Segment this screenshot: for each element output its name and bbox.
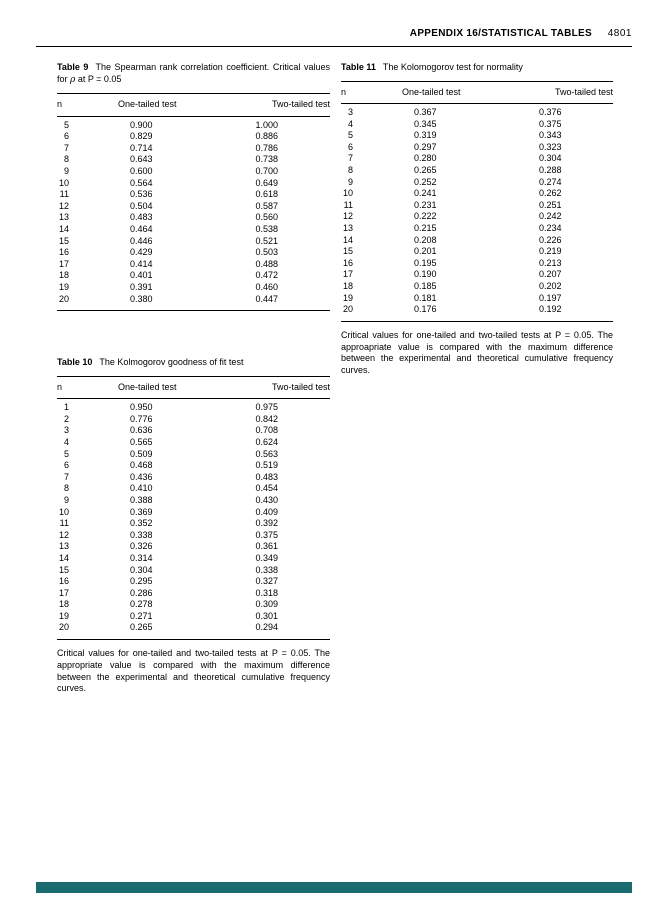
table-cell: 15 [58, 564, 69, 575]
table-cell: 12 [58, 529, 69, 540]
table-cell: 0.176 [414, 304, 437, 315]
table-row [57, 553, 330, 565]
table-cell: 0.318 [255, 587, 279, 598]
table-row [57, 143, 330, 155]
table-row [57, 599, 330, 611]
table-cell: 0.503 [255, 247, 279, 258]
table-row [57, 518, 330, 530]
table-row [341, 188, 613, 200]
column-header-two-tailed: Two-tailed test [271, 381, 330, 392]
table-9 [57, 93, 330, 311]
table-row [57, 472, 330, 484]
table-cell: 0.391 [130, 281, 153, 292]
table-cell: 0.251 [539, 199, 562, 210]
table-cell: 0.388 [130, 494, 153, 505]
table-cell: 0.274 [539, 176, 562, 187]
table-cell: 0.375 [539, 118, 562, 129]
table-cell: 0.563 [255, 448, 279, 459]
table-cell: 16 [58, 576, 69, 587]
table-row [341, 200, 613, 212]
table-cell: 13 [58, 212, 69, 223]
table-cell: 0.410 [130, 483, 153, 494]
table-row [57, 120, 330, 132]
table-9-body [57, 117, 330, 312]
table-row [57, 483, 330, 495]
table-cell: 0.280 [414, 153, 437, 164]
table-row [57, 282, 330, 294]
table-cell: 0.208 [414, 234, 437, 245]
table-cell: 0.376 [539, 107, 562, 118]
table-cell: 0.219 [539, 246, 562, 257]
table-10-body [57, 399, 330, 640]
table-cell: 5 [347, 130, 353, 141]
table-cell: 0.886 [255, 131, 279, 142]
table-cell: 0.352 [130, 518, 153, 529]
table-cell: 20 [342, 304, 353, 315]
caption-text: The Kolmogorov goodness of fit test [99, 357, 244, 368]
column-header-one-tailed: One-tailed test [402, 86, 461, 97]
table-cell: 0.304 [130, 564, 153, 575]
table-cell: 0.201 [414, 246, 437, 257]
table-cell: 15 [58, 235, 69, 246]
table-cell: 0.950 [130, 402, 153, 413]
table-10-caption [57, 357, 330, 369]
table-cell: 10 [58, 506, 69, 517]
table-row [341, 211, 613, 223]
table-cell: 0.286 [130, 587, 153, 598]
table-row [57, 189, 330, 201]
table-row [57, 131, 330, 143]
table-cell: 1 [63, 402, 69, 413]
table-cell: 0.185 [414, 281, 437, 291]
table-cell: 0.472 [255, 270, 279, 281]
table-10-header [57, 376, 330, 400]
table-11-block [341, 62, 613, 377]
table-cell: 2 [63, 413, 69, 424]
caption-text: The Kolomogorov test for normality [382, 62, 523, 72]
table-cell: 17 [58, 587, 69, 598]
table-row [57, 449, 330, 461]
table-cell: 6 [63, 131, 69, 142]
table-11 [341, 81, 613, 322]
table-cell: 18 [58, 270, 69, 281]
table-cell: 5 [63, 119, 69, 130]
table-row [57, 611, 330, 623]
left-column [57, 62, 330, 704]
table-cell: 0.213 [539, 257, 562, 268]
table-label: Table 9 [57, 62, 89, 72]
table-cell: 8 [63, 483, 69, 494]
caption-text-tail: at P = 0.05 [75, 73, 122, 84]
table-cell: 0.429 [130, 247, 153, 258]
table-cell: 0.409 [255, 506, 279, 517]
table-cell: 0.786 [255, 142, 279, 153]
table-cell: 0.624 [255, 436, 279, 447]
table-cell: 0.414 [130, 258, 153, 269]
table-11-header [341, 81, 613, 105]
table-cell: 0.314 [130, 552, 153, 563]
table-row [341, 177, 613, 189]
column-header-n: n [57, 381, 63, 392]
table-cell: 14 [342, 234, 353, 245]
header-rule [36, 46, 632, 47]
table-row [57, 270, 330, 282]
table-cell: 0.447 [255, 293, 279, 304]
table-label: Table 10 [57, 357, 93, 368]
table-row [341, 107, 613, 119]
table-row [57, 414, 330, 426]
column-header-two-tailed: Two-tailed test [271, 99, 330, 109]
table-cell: 0.265 [130, 622, 153, 633]
table-cell: 0.392 [255, 518, 279, 529]
table-cell: 0.262 [539, 188, 562, 199]
table-cell: 11 [343, 199, 353, 210]
table-cell: 0.343 [539, 130, 562, 141]
table-cell: 0.636 [130, 425, 153, 436]
table-cell: 0.454 [255, 483, 279, 494]
table-cell: 0.538 [255, 223, 279, 234]
table-cell: 16 [342, 257, 353, 268]
table-cell: 0.301 [255, 610, 279, 621]
table-cell: 0.361 [255, 541, 279, 552]
table-cell: 4 [63, 436, 69, 447]
table-cell: 0.234 [539, 223, 562, 234]
table-cell: 9 [63, 494, 69, 505]
rho-symbol: ρ [70, 74, 76, 85]
column-header-one-tailed: One-tailed test [118, 99, 177, 109]
table-row [57, 541, 330, 553]
table-cell: 0.519 [255, 460, 279, 471]
table-cell: 18 [342, 281, 353, 291]
table-cell: 8 [63, 154, 69, 165]
table-cell: 10 [58, 177, 69, 188]
table-cell: 7 [347, 153, 353, 164]
table-cell: 0.345 [414, 118, 437, 129]
table-cell: 0.195 [414, 257, 437, 268]
table-cell: 12 [342, 211, 353, 222]
table-row [57, 495, 330, 507]
table-10-footnote: Critical values for one-tailed and two-tailed tests at P = 0.05. The appropriate value is compared with the maximum difference between the experimental and theoretical cumulative frequency curves. [57, 648, 330, 694]
table-9-header [57, 93, 330, 117]
table-cell: 0.700 [255, 165, 279, 176]
table-cell: 0.338 [130, 529, 153, 540]
table-cell: 20 [58, 293, 69, 304]
caption-text: The Spearman rank correlation coefficient. Critical values for [57, 62, 330, 84]
page-footer-bar [36, 882, 632, 893]
table-cell: 0.338 [255, 564, 279, 575]
table-cell: 0.375 [255, 529, 279, 540]
table-cell: 13 [58, 541, 69, 552]
table-cell: 0.323 [539, 141, 562, 152]
table-cell: 16 [58, 247, 69, 258]
table-cell: 19 [342, 292, 353, 303]
table-cell: 0.222 [414, 211, 437, 222]
table-cell: 3 [347, 107, 353, 118]
header-row [341, 87, 613, 99]
table-label: Table 11 [341, 62, 376, 72]
table-cell: 0.842 [255, 413, 279, 424]
table-cell: 0.483 [255, 471, 279, 482]
header-row [57, 382, 330, 394]
table-cell: 0.304 [539, 153, 562, 164]
table-row [341, 165, 613, 177]
table-cell: 12 [58, 200, 69, 211]
table-row [57, 178, 330, 190]
table-cell: 0.231 [414, 199, 437, 210]
two-column-layout [57, 62, 613, 704]
table-row [57, 224, 330, 236]
table-cell: 0.295 [130, 576, 153, 587]
table-cell: 0.504 [130, 200, 153, 211]
table-row [341, 223, 613, 235]
table-row [57, 460, 330, 472]
table-cell: 6 [347, 141, 353, 152]
column-header-n: n [57, 99, 63, 109]
table-row [341, 281, 613, 293]
table-cell: 0.215 [414, 223, 437, 234]
table-row [341, 142, 613, 154]
table-cell: 0.278 [130, 599, 153, 610]
table-cell: 9 [347, 176, 353, 187]
table-11-caption [341, 62, 613, 74]
table-row [341, 153, 613, 165]
table-10-block [57, 357, 330, 695]
table-cell: 19 [58, 281, 69, 292]
column-header-one-tailed: One-tailed test [118, 381, 177, 392]
table-row [57, 166, 330, 178]
table-cell: 0.464 [130, 223, 153, 234]
table-cell: 15 [342, 246, 353, 257]
table-cell: 0.327 [255, 576, 279, 587]
table-cell: 0.271 [130, 610, 153, 621]
table-row [57, 622, 330, 634]
table-cell: 0.649 [255, 177, 279, 188]
table-cell: 0.900 [130, 119, 153, 130]
table-cell: 3 [63, 425, 69, 436]
table-row [341, 304, 613, 316]
table-cell: 0.319 [414, 130, 437, 141]
table-cell: 0.241 [414, 188, 437, 199]
table-row [341, 269, 613, 281]
table-cell: 0.181 [414, 292, 437, 303]
table-cell: 0.483 [130, 212, 153, 223]
table-cell: 0.369 [130, 506, 153, 517]
table-cell: 0.207 [539, 269, 562, 280]
table-cell: 0.242 [539, 211, 562, 222]
table-cell: 20 [58, 622, 69, 633]
table-cell: 7 [63, 142, 69, 153]
table-row [57, 425, 330, 437]
running-head: APPENDIX 16/STATISTICAL TABLES [409, 28, 592, 39]
table-cell: 0.565 [130, 436, 153, 447]
table-cell: 0.380 [130, 293, 153, 304]
table-cell: 14 [58, 223, 69, 234]
table-cell: 0.430 [255, 494, 279, 505]
table-cell: 0.509 [130, 448, 153, 459]
table-row [341, 130, 613, 142]
header-row [57, 99, 330, 111]
table-cell: 6 [63, 460, 69, 471]
table-cell: 0.714 [130, 142, 153, 153]
table-cell: 0.708 [255, 425, 279, 436]
table-cell: 1.000 [255, 119, 279, 130]
table-cell: 0.265 [414, 165, 437, 176]
table-cell: 5 [63, 448, 69, 459]
table-cell: 0.560 [255, 212, 279, 223]
page-header [410, 28, 632, 39]
table-cell: 17 [58, 258, 69, 269]
table-9-block [57, 62, 330, 311]
table-cell: 0.468 [130, 460, 153, 471]
column-header-n: n [341, 86, 347, 97]
table-cell: 0.975 [255, 402, 279, 413]
table-cell: 4 [347, 118, 353, 129]
table-cell: 0.618 [255, 189, 279, 200]
table-row [57, 212, 330, 224]
table-cell: 0.192 [539, 304, 562, 315]
table-cell: 0.436 [130, 471, 153, 482]
table-row [57, 154, 330, 166]
table-11-footnote: Critical values for one-tailed and two-tailed tests at P = 0.05. The approapriate value is compared with the maximum difference between the experimental and theoretical cumulative frequency curves. [341, 329, 613, 376]
table-11-body [341, 104, 613, 322]
table-cell: 0.587 [255, 200, 279, 211]
table-cell: 0.288 [539, 165, 562, 176]
page-number: 4801 [607, 28, 632, 39]
table-cell: 0.309 [255, 599, 279, 610]
table-cell: 11 [59, 518, 69, 529]
table-cell: 0.488 [255, 258, 279, 269]
table-row [57, 247, 330, 259]
table-cell: 10 [342, 188, 353, 199]
table-row [341, 246, 613, 258]
table-cell: 0.446 [130, 235, 153, 246]
table-cell: 9 [63, 165, 69, 176]
table-cell: 17 [342, 269, 353, 280]
table-cell: 0.643 [130, 154, 153, 165]
table-cell: 0.349 [255, 552, 279, 563]
table-cell: 0.294 [255, 622, 279, 633]
table-cell: 0.367 [414, 107, 437, 118]
table-cell: 0.190 [414, 269, 437, 280]
table-cell: 0.252 [414, 176, 437, 187]
table-row [341, 119, 613, 131]
table-cell: 11 [59, 189, 69, 200]
table-cell: 0.202 [539, 281, 562, 291]
table-row [57, 294, 330, 306]
table-cell: 0.226 [539, 234, 562, 245]
table-cell: 18 [58, 599, 69, 610]
table-row [57, 437, 330, 449]
table-row [57, 576, 330, 588]
table-row [57, 201, 330, 213]
table-cell: 0.460 [255, 281, 279, 292]
table-cell: 0.829 [130, 131, 153, 142]
table-row [57, 588, 330, 600]
table-10 [57, 376, 330, 640]
table-row [341, 293, 613, 305]
table-cell: 0.536 [130, 189, 153, 200]
table-cell: 14 [58, 552, 69, 563]
table-cell: 0.738 [255, 154, 279, 165]
table-row [57, 402, 330, 414]
table-cell: 19 [58, 610, 69, 621]
table-cell: 0.326 [130, 541, 153, 552]
table-cell: 13 [342, 223, 353, 234]
table-row [57, 565, 330, 577]
table-row [57, 259, 330, 271]
right-column [341, 62, 613, 386]
table-row [57, 530, 330, 542]
table-cell: 7 [63, 471, 69, 482]
table-cell: 0.521 [255, 235, 279, 246]
table-row [341, 258, 613, 270]
table-cell: 0.297 [414, 141, 437, 152]
table-cell: 8 [347, 165, 353, 176]
table-cell: 0.197 [539, 292, 562, 303]
table-cell: 0.564 [130, 177, 153, 188]
table-row [57, 236, 330, 248]
table-row [57, 507, 330, 519]
table-row [341, 235, 613, 247]
table-cell: 0.600 [130, 165, 153, 176]
column-header-two-tailed: Two-tailed test [554, 86, 613, 97]
table-cell: 0.401 [130, 270, 153, 281]
table-9-caption [57, 62, 330, 86]
table-cell: 0.776 [130, 413, 153, 424]
